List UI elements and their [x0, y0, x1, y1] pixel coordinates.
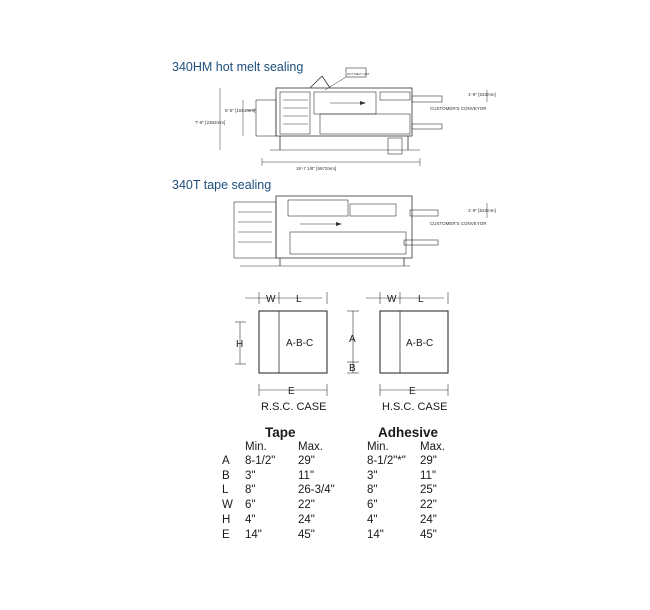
rsc-w-label: W — [266, 294, 276, 305]
adh-max-e: 45" — [420, 528, 437, 541]
hm-conveyor-label: CUSTOMER'S CONVEYOR — [430, 106, 487, 111]
row-key-h: H — [222, 513, 231, 526]
tape-min-label: Min. — [245, 441, 267, 453]
mid-a-label: A — [349, 334, 356, 345]
tape-max-e: 45" — [298, 528, 315, 541]
tape-header: Tape — [265, 425, 296, 440]
hsc-w-label: W — [387, 294, 397, 305]
hsc-l-label: L — [418, 294, 424, 305]
hsc-inner-label: A-B-C — [406, 338, 434, 349]
adh-max-h: 24" — [420, 513, 437, 526]
hsc-e-label: E — [409, 386, 416, 397]
hm-dim-total-height: 7'-9" [2362mm] — [195, 120, 226, 125]
hm-dim-conveyor: 1'-9" [533mm] — [468, 92, 496, 97]
adh-min-h: 4" — [367, 513, 378, 526]
title-tape: 340T tape sealing — [172, 178, 272, 192]
tape-max-l: 26-3/4" — [298, 484, 335, 497]
adh-min-l: 8" — [367, 484, 378, 497]
tape-min-b: 3" — [245, 469, 256, 482]
tape-min-e: 14" — [245, 528, 262, 541]
adhesive-header: Adhesive — [378, 425, 439, 440]
adh-min-b: 3" — [367, 469, 378, 482]
rsc-caption: R.S.C. CASE — [261, 401, 327, 413]
tape-min-l: 8" — [245, 484, 256, 497]
row-key-b: B — [222, 469, 230, 482]
tape-min-a: 8-1/2" — [245, 455, 276, 467]
adh-min-label: Min. — [367, 441, 389, 453]
tape-min-w: 6" — [245, 499, 256, 512]
adh-max-b: 11" — [420, 469, 437, 482]
row-key-e: E — [222, 528, 230, 541]
tape-max-h: 24" — [298, 513, 315, 526]
adh-min-w: 6" — [367, 499, 378, 512]
adh-max-l: 25" — [420, 484, 437, 497]
tape-max-label: Max. — [298, 441, 323, 453]
title-hot-melt: 340HM hot melt sealing — [172, 60, 304, 74]
hsc-caption: H.S.C. CASE — [382, 401, 448, 413]
tape-dim-conveyor: 1'-9" [533mm] — [468, 208, 496, 213]
rsc-e-label: E — [288, 386, 295, 397]
row-key-w: W — [222, 499, 233, 512]
tape-max-b: 11" — [298, 469, 315, 482]
adh-max-w: 22" — [420, 499, 437, 512]
hm-dim-length: 19'-7 1/8" [5972mm] — [296, 166, 337, 171]
adh-min-e: 14" — [367, 528, 384, 541]
rsc-inner-label: A-B-C — [286, 338, 314, 349]
adh-max-label: Max. — [420, 441, 445, 453]
tape-min-h: 4" — [245, 513, 256, 526]
adh-min-a: 8-1/2"*" — [367, 455, 406, 467]
mid-b-label: B — [349, 363, 356, 374]
rsc-l-label: L — [296, 294, 302, 305]
row-key-l: L — [222, 484, 229, 497]
adh-max-a: 29" — [420, 455, 437, 467]
hm-callout-label: HOT MELT UNIT — [347, 72, 370, 76]
tape-max-a: 29" — [298, 455, 315, 467]
tape-conveyor-label: CUSTOMER'S CONVEYOR — [430, 221, 487, 226]
row-key-a: A — [222, 455, 230, 467]
tape-max-w: 22" — [298, 499, 315, 512]
rsc-h-label: H — [236, 339, 244, 350]
hm-dim-height: 5'-5" [1651mm] — [225, 108, 256, 113]
